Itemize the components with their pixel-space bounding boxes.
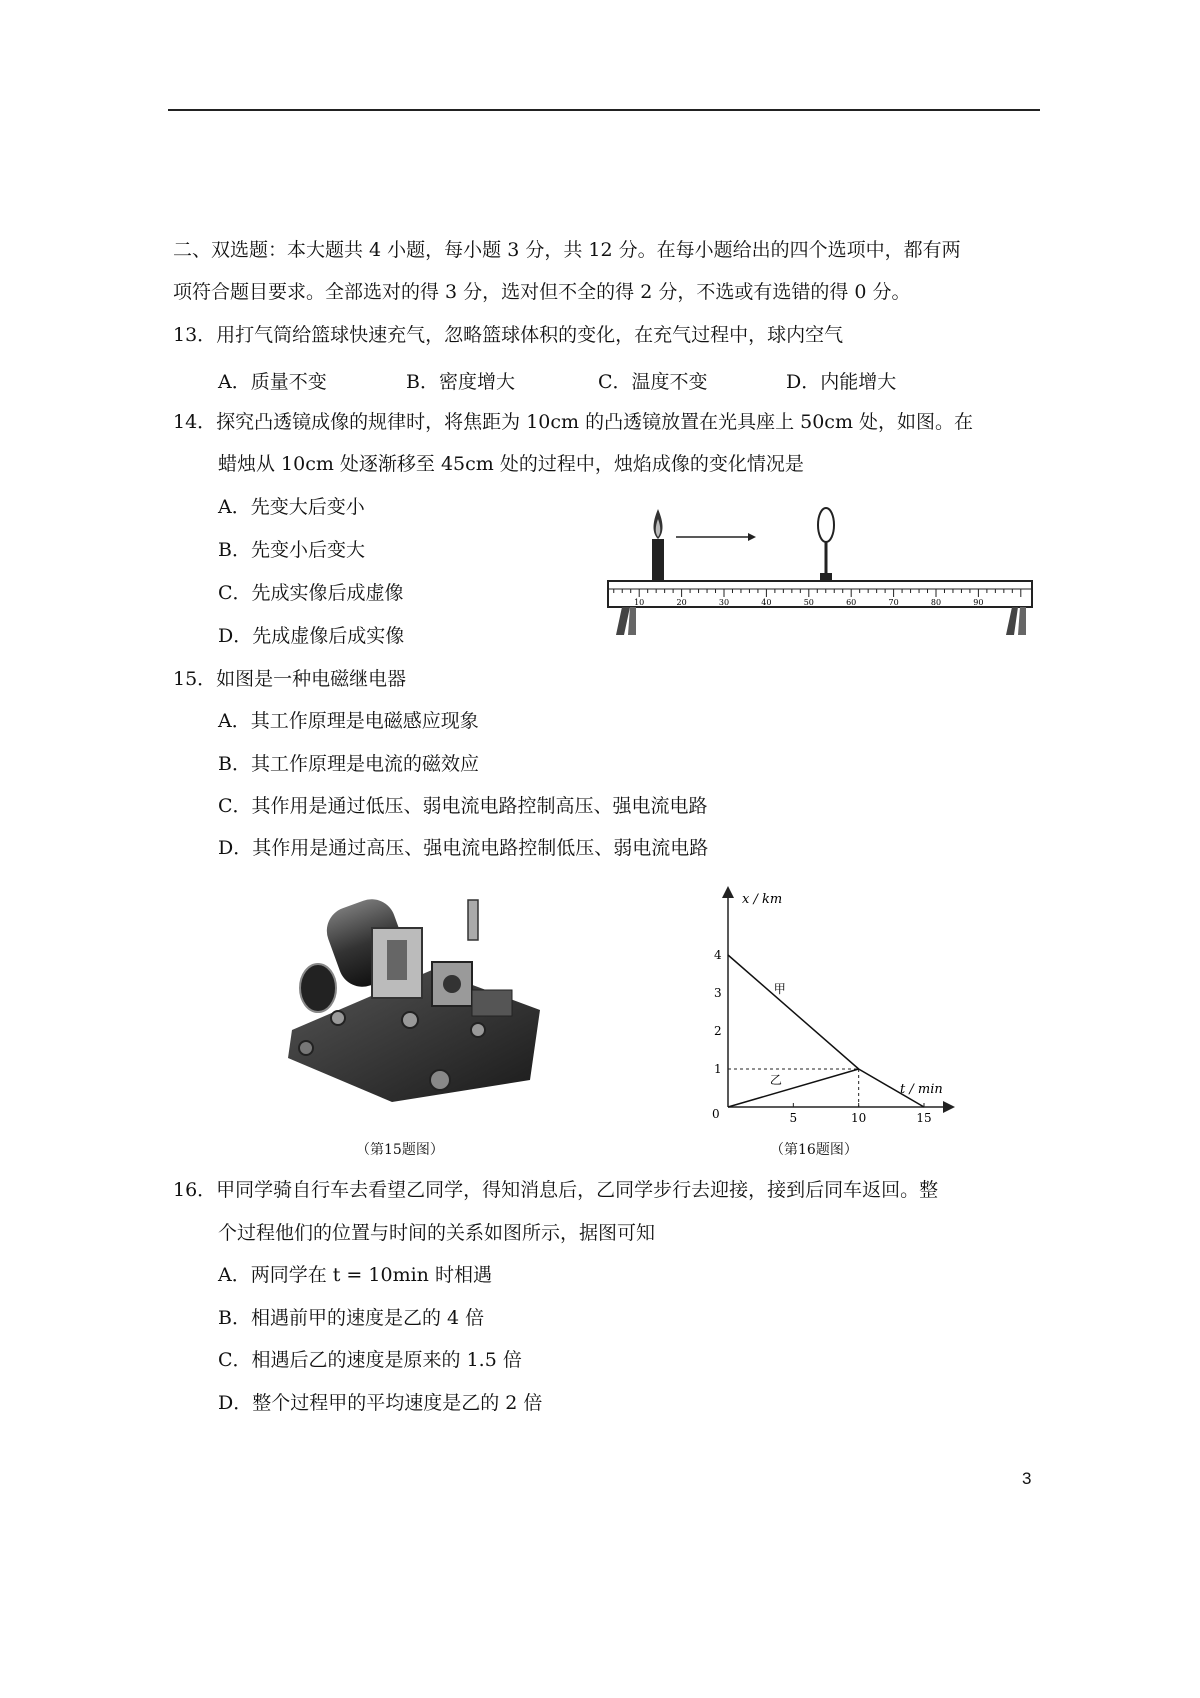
q15-option-c: C．其作用是通过低压、弱电流电路控制高压、强电流电路 [218,795,708,817]
q13-option-d: D．内能增大 [786,371,897,393]
bench-tick-label: 50 [803,598,814,607]
bench-tick-label: 80 [930,598,942,607]
q16-figure-caption: （第16题图） [770,1142,858,1158]
bench-tick-label: 40 [761,598,772,607]
origin-label: 0 [712,1107,720,1121]
q16-option-d: D．整个过程甲的平均速度是乙的 2 倍 [218,1392,543,1414]
q14-option-d: D．先成虚像后成实像 [218,625,405,647]
q16-option-c: C．相遇后乙的速度是原来的 1.5 倍 [218,1349,522,1371]
candle [652,509,664,581]
x-axis-label: t / min [900,1082,943,1097]
bench-tick-label: 70 [888,598,899,607]
q13-option-c: C．温度不变 [598,371,708,393]
q14-stem-line2: 蜡烛从 10cm 处逐渐移至 45cm 处的过程中，烛焰成像的变化情况是 [218,453,804,475]
bench-tick-label: 30 [718,598,730,607]
position-time-chart [700,885,970,1125]
bench-tick-label: 60 [846,598,857,607]
q16-stem-line2: 个过程他们的位置与时间的关系如图所示，据图可知 [218,1222,656,1244]
bench-tick-label: 20 [676,598,687,607]
move-direction-arrow-icon [676,533,756,541]
q15-option-a: A．其工作原理是电磁感应现象 [218,710,479,732]
convex-lens [818,508,834,583]
y-tick-label: 1 [714,1062,722,1076]
x-tick-label: 10 [851,1111,867,1125]
q16-option-b: B．相遇前甲的速度是乙的 4 倍 [218,1307,485,1329]
y-tick-label: 4 [714,948,722,962]
bench-tick-label: 10 [634,598,645,607]
section-instructions-line1: 二、双选题：本大题共 4 小题，每小题 3 分，共 12 分。在每小题给出的四个选项中，都有两 [173,239,961,261]
q14-option-b: B．先变小后变大 [218,539,365,561]
bench-tick-label: 90 [973,598,984,607]
relay-photo [282,880,552,1110]
optical-bench-rail [608,581,1032,635]
optical-bench-figure [600,505,1040,645]
series-line-jia [728,955,924,1107]
series-line-yi [728,1069,859,1107]
y-axis-label: x / km [742,892,783,907]
q13-option-b: B．密度增大 [406,371,515,393]
section-instructions-line2: 项符合题目要求。全部选对的得 3 分，选对但不全的得 2 分，不选或有选错的得 0 分。 [173,281,911,303]
q15-option-b: B．其工作原理是电流的磁效应 [218,753,479,775]
page-number: 3 [1022,1469,1032,1488]
q15-stem: 15．如图是一种电磁继电器 [173,668,407,690]
q14-option-c: C．先成实像后成虚像 [218,582,404,604]
q15-figure-caption: （第15题图） [356,1142,444,1158]
q16-stem-line1: 16．甲同学骑自行车去看望乙同学，得知消息后，乙同学步行去迎接，接到后同车返回。整 [173,1179,939,1201]
y-tick-label: 2 [714,1024,722,1038]
q15-option-d: D．其作用是通过高压、强电流电路控制低压、弱电流电路 [218,837,709,859]
x-tick-label: 15 [916,1111,932,1125]
q13-options [218,367,918,393]
x-tick-label: 5 [789,1111,798,1125]
q13-option-a: A．质量不变 [218,371,327,393]
header-rule [168,109,1040,111]
y-tick-label: 3 [714,986,722,1000]
q14-option-a: A．先变大后变小 [218,496,365,518]
q16-option-a: A．两同学在 t = 10min 时相遇 [218,1264,492,1286]
q13-stem: 13．用打气筒给篮球快速充气，忽略篮球体积的变化，在充气过程中，球内空气 [173,324,844,346]
series-label-yi: 乙 [769,1073,782,1088]
series-label-jia: 甲 [773,982,786,996]
q14-stem-line1: 14．探究凸透镜成像的规律时，将焦距为 10cm 的凸透镜放置在光具座上 50cm 处，如图。在 [173,411,974,433]
